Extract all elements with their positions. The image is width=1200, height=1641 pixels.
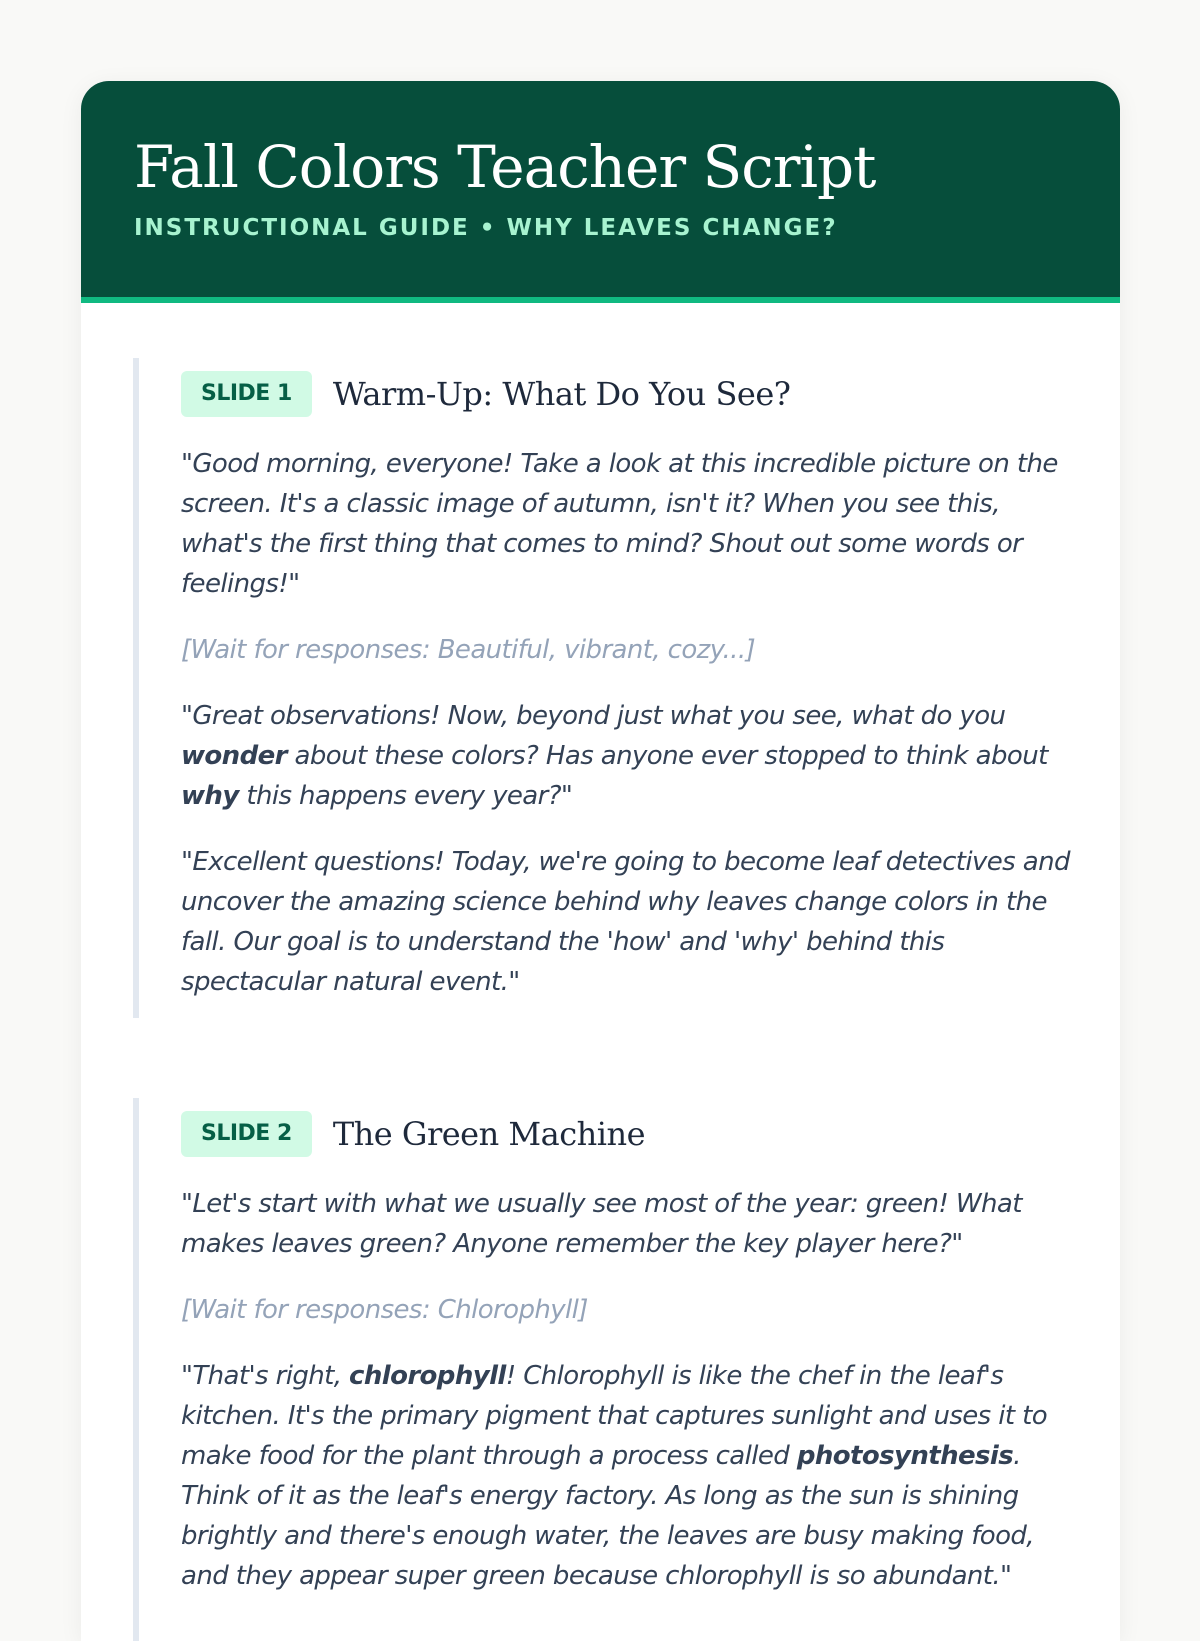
response-cue: [Wait for responses: Beautiful, vibrant, cozy...] bbox=[181, 635, 756, 665]
slide-badge: SLIDE 2 bbox=[181, 1111, 312, 1157]
slide-title: The Green Machine bbox=[332, 1115, 646, 1153]
emphasis-text: chlorophyll bbox=[349, 1361, 506, 1391]
script-paragraph: "Let's start with what we usually see most of the year: green! What makes leaves green? Anyone remember the key player here?" bbox=[181, 1189, 1022, 1259]
document-header bbox=[81, 81, 1120, 303]
slide-header bbox=[181, 1110, 1073, 1158]
response-cue: [Wait for responses: Chlorophyll] bbox=[181, 1295, 588, 1325]
script-paragraph: "Excellent questions! Today, we're going to become leaf detectives and uncover the amazing science behind why leaves change colors in the fall. Our goal is to understand the 'how' and 'why' behind this spectacular natural event." bbox=[181, 847, 1070, 997]
script-paragraph: "Good morning, everyone! Take a look at this incredible picture on the screen. It's a classic image of autumn, isn't it? When you see this, what's the first thing that comes to mind? Shout out some words or feelings!" bbox=[181, 449, 1058, 599]
script-paragraph bbox=[181, 1356, 1073, 1596]
emphasis-text: why bbox=[181, 781, 239, 811]
text-run: "Great observations! Now, beyond just what you see, what do you bbox=[181, 701, 1006, 731]
emphasis-text: wonder bbox=[181, 741, 287, 771]
text-run: this happens every year?" bbox=[238, 781, 573, 811]
slide-title: Warm-Up: What Do You See? bbox=[332, 375, 791, 413]
slide-section-2 bbox=[133, 1098, 1073, 1641]
document-subtitle: INSTRUCTIONAL GUIDE • WHY LEAVES CHANGE? bbox=[134, 215, 838, 241]
slide-badge: SLIDE 1 bbox=[181, 371, 312, 417]
slide-header bbox=[181, 370, 1073, 418]
text-run: ! Chlorophyll is like the chef in the leaf's kitchen. It's the primary pigment that captures sunlight and uses it to make food for the plant through a process called bbox=[181, 1361, 1048, 1471]
text-run: "That's right, bbox=[181, 1361, 350, 1391]
document-title: Fall Colors Teacher Script bbox=[134, 133, 876, 201]
emphasis-text: photosynthesis bbox=[796, 1441, 1014, 1471]
script-paragraph bbox=[181, 696, 1073, 816]
slide-section-1 bbox=[133, 358, 1073, 1018]
text-run: . Think of it as the leaf's energy factory. As long as the sun is shining brightly and there's enough water, the leaves are busy making food, and they appear super green because chlorophyll is so abundant." bbox=[181, 1441, 1034, 1591]
script-card bbox=[81, 81, 1120, 1641]
text-run: about these colors? Has anyone ever stopped to think about bbox=[286, 741, 1048, 771]
